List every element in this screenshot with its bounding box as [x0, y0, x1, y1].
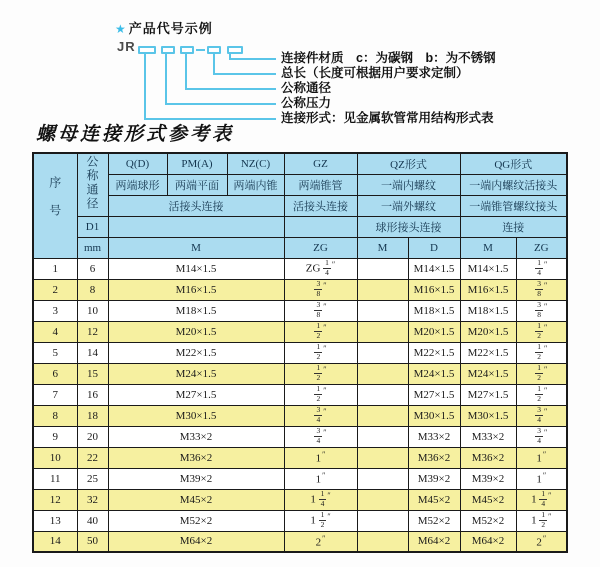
- table-row: [33, 489, 567, 510]
- header-qg-m: M: [460, 237, 516, 258]
- cell-qz_m: [357, 300, 408, 321]
- cell-gz: 2″: [284, 531, 357, 552]
- code-label-connection: 连接形式：见金属软管常用结构形式表: [281, 111, 494, 125]
- cell-gz: ZG $\frac{1}{4}$ ″: [284, 258, 357, 279]
- cell-seq: 13: [33, 510, 77, 531]
- cell-qg_m: M64×2: [460, 531, 516, 552]
- cell-dn: 12: [77, 321, 108, 342]
- cell-dn: 14: [77, 342, 108, 363]
- cell-qz_d: M30×1.5: [408, 405, 460, 426]
- code-box-3: [180, 46, 194, 54]
- cell-qz_m: [357, 447, 408, 468]
- cell-qz_d: M39×2: [408, 468, 460, 489]
- header-qz-ball-joint: 球形接头连接: [357, 216, 460, 237]
- cell-seq: 6: [33, 363, 77, 384]
- table-row: [33, 363, 567, 384]
- cell-m: M64×2: [108, 531, 284, 552]
- table-row: [33, 258, 567, 279]
- cell-dn: 18: [77, 405, 108, 426]
- code-box-4: [207, 46, 221, 54]
- cell-m: M18×1.5: [108, 300, 284, 321]
- header-dn-label: 公称通径: [85, 155, 99, 212]
- cell-qg_m: M16×1.5: [460, 279, 516, 300]
- cell-m: M30×1.5: [108, 405, 284, 426]
- cell-seq: 14: [33, 531, 77, 552]
- cell-qz_d: M64×2: [408, 531, 460, 552]
- page-title: 螺母连接形式参考表: [36, 123, 235, 145]
- table-row: [33, 447, 567, 468]
- code-label-pressure: 公称压力: [281, 96, 332, 110]
- cell-seq: 4: [33, 321, 77, 342]
- cell-qg_zg: $\frac{3}{4}$ ″: [516, 405, 567, 426]
- leader-line: [144, 54, 146, 120]
- table-row: [33, 531, 567, 552]
- cell-qz_m: [357, 510, 408, 531]
- header-nzc-desc: 两端内锥: [227, 174, 284, 195]
- cell-qg_m: M33×2: [460, 426, 516, 447]
- cell-qz_m: [357, 489, 408, 510]
- cell-qz_d: M33×2: [408, 426, 460, 447]
- table-body: [33, 258, 567, 552]
- header-zg-thread: ZG: [284, 237, 357, 258]
- cell-qg_m: M52×2: [460, 510, 516, 531]
- cell-qz_d: M20×1.5: [408, 321, 460, 342]
- cell-qg_zg: $\frac{1}{2}$ ″: [516, 321, 567, 342]
- cell-m: M36×2: [108, 447, 284, 468]
- cell-m: M22×1.5: [108, 342, 284, 363]
- header-qz-external: 一端外螺纹: [357, 195, 460, 216]
- cell-qg_m: M22×1.5: [460, 342, 516, 363]
- cell-m: M20×1.5: [108, 321, 284, 342]
- code-box-2: [161, 46, 175, 54]
- cell-qz_m: [357, 468, 408, 489]
- cell-qz_m: [357, 384, 408, 405]
- cell-qg_m: M27×1.5: [460, 384, 516, 405]
- header-nzc: NZ(C): [227, 153, 284, 174]
- cell-gz: $\frac{3}{4}$ ″: [284, 426, 357, 447]
- cell-qg_m: M14×1.5: [460, 258, 516, 279]
- cell-dn: 6: [77, 258, 108, 279]
- cell-m: M52×2: [108, 510, 284, 531]
- diagram-heading: [115, 18, 213, 37]
- cell-seq: 11: [33, 468, 77, 489]
- cell-m: M33×2: [108, 426, 284, 447]
- cell-qg_zg: $\frac{1}{2}$ ″: [516, 342, 567, 363]
- cell-m: M39×2: [108, 468, 284, 489]
- cell-gz: $\frac{1}{2}$ ″: [284, 384, 357, 405]
- cell-qz_m: [357, 321, 408, 342]
- cell-qg_zg: 1 $\frac{1}{4}$ ″: [516, 489, 567, 510]
- code-dash: [196, 49, 205, 51]
- header-qd: Q(D): [108, 153, 167, 174]
- code-box-1: [138, 46, 156, 54]
- cell-qg_zg: 2″: [516, 531, 567, 552]
- table-row: [33, 510, 567, 531]
- cell-qg_zg: $\frac{3}{8}$ ″: [516, 300, 567, 321]
- cell-qz_d: M27×1.5: [408, 384, 460, 405]
- cell-gz: 1 $\frac{1}{2}$ ″: [284, 510, 357, 531]
- cell-gz: $\frac{3}{4}$ ″: [284, 405, 357, 426]
- cell-qz_d: M16×1.5: [408, 279, 460, 300]
- header-qd-desc: 两端球形: [108, 174, 167, 195]
- header-pma: PM(A): [167, 153, 227, 174]
- cell-m: M16×1.5: [108, 279, 284, 300]
- cell-qz_m: [357, 405, 408, 426]
- header-m-thread: M: [108, 237, 284, 258]
- leader-line: [229, 58, 276, 60]
- cell-seq: 2: [33, 279, 77, 300]
- cell-qg_zg: $\frac{1}{4}$ ″: [516, 258, 567, 279]
- cell-m: M45×2: [108, 489, 284, 510]
- header-empty-2: [284, 216, 357, 237]
- cell-seq: 3: [33, 300, 77, 321]
- cell-dn: 10: [77, 300, 108, 321]
- cell-qg_zg: $\frac{1}{2}$ ″: [516, 384, 567, 405]
- cell-seq: 1: [33, 258, 77, 279]
- cell-dn: 20: [77, 426, 108, 447]
- cell-gz: 1 $\frac{1}{4}$ ″: [284, 489, 357, 510]
- header-qg-zg: ZG: [516, 237, 567, 258]
- header-empty-1: [108, 216, 284, 237]
- cell-dn: 16: [77, 384, 108, 405]
- code-prefix: JR: [117, 39, 136, 54]
- cell-dn: 15: [77, 363, 108, 384]
- cell-qg_zg: $\frac{1}{2}$ ″: [516, 363, 567, 384]
- cell-qz_d: M36×2: [408, 447, 460, 468]
- cell-qg_m: M20×1.5: [460, 321, 516, 342]
- cell-qz_m: [357, 363, 408, 384]
- header-union-connection: 活接头连接: [108, 195, 284, 216]
- cell-gz: $\frac{3}{8}$ ″: [284, 279, 357, 300]
- cell-seq: 5: [33, 342, 77, 363]
- leader-line: [185, 54, 187, 90]
- cell-seq: 10: [33, 447, 77, 468]
- cell-qz_m: [357, 279, 408, 300]
- code-label-diameter: 公称通径: [281, 81, 332, 95]
- header-qg-desc: 一端内螺纹活接头: [460, 174, 567, 195]
- cell-qz_d: M22×1.5: [408, 342, 460, 363]
- cell-m: M14×1.5: [108, 258, 284, 279]
- code-box-5: [227, 46, 243, 54]
- table-row: [33, 468, 567, 489]
- header-unit-mm: mm: [77, 237, 108, 258]
- cell-dn: 40: [77, 510, 108, 531]
- cell-qz_d: M18×1.5: [408, 300, 460, 321]
- leader-line: [165, 54, 167, 105]
- cell-qg_zg: 1″: [516, 468, 567, 489]
- cell-seq: 7: [33, 384, 77, 405]
- cell-seq: 12: [33, 489, 77, 510]
- leader-line: [185, 88, 276, 90]
- cell-seq: 8: [33, 405, 77, 426]
- leader-line: [165, 103, 276, 105]
- header-gz-union: 活接头连接: [284, 195, 357, 216]
- table-row: [33, 279, 567, 300]
- cell-qg_zg: 1 $\frac{1}{2}$ ″: [516, 510, 567, 531]
- header-qz-form: QZ形式: [357, 153, 460, 174]
- cell-qg_zg: $\frac{3}{8}$ ″: [516, 279, 567, 300]
- cell-gz: 1″: [284, 468, 357, 489]
- table-row: [33, 384, 567, 405]
- cell-qz_d: M45×2: [408, 489, 460, 510]
- cell-qz_m: [357, 258, 408, 279]
- table-row: [33, 321, 567, 342]
- cell-gz: $\frac{1}{2}$ ″: [284, 321, 357, 342]
- reference-table: [32, 152, 568, 553]
- header-qg-form: QG形式: [460, 153, 567, 174]
- header-d1: D1: [77, 216, 108, 237]
- cell-qg_m: M39×2: [460, 468, 516, 489]
- cell-qz_m: [357, 531, 408, 552]
- cell-qg_m: M24×1.5: [460, 363, 516, 384]
- cell-qz_d: M14×1.5: [408, 258, 460, 279]
- cell-qg_m: M36×2: [460, 447, 516, 468]
- cell-dn: 25: [77, 468, 108, 489]
- table-row: [33, 405, 567, 426]
- diagram-title: 产品代号示例: [128, 21, 213, 36]
- cell-dn: 8: [77, 279, 108, 300]
- header-qz-m: M: [357, 237, 408, 258]
- cell-gz: 1″: [284, 447, 357, 468]
- table-row: [33, 342, 567, 363]
- cell-gz: $\frac{1}{2}$ ″: [284, 363, 357, 384]
- cell-gz: $\frac{3}{8}$ ″: [284, 300, 357, 321]
- cell-qg_zg: $\frac{3}{4}$ ″: [516, 426, 567, 447]
- cell-m: M27×1.5: [108, 384, 284, 405]
- cell-qz_d: M52×2: [408, 510, 460, 531]
- cell-m: M24×1.5: [108, 363, 284, 384]
- cell-qg_zg: 1″: [516, 447, 567, 468]
- table-row: [33, 426, 567, 447]
- header-qg-connect: 连接: [460, 216, 567, 237]
- cell-seq: 9: [33, 426, 77, 447]
- cell-qg_m: M18×1.5: [460, 300, 516, 321]
- leader-line: [213, 54, 215, 75]
- header-gz: GZ: [284, 153, 357, 174]
- cell-qg_m: M30×1.5: [460, 405, 516, 426]
- code-label-material: 连接件材质 c：为碳钢 b：为不锈钢: [281, 51, 496, 65]
- star-icon: ★: [115, 22, 127, 36]
- table-row: [33, 300, 567, 321]
- header-qz-desc: 一端内螺纹: [357, 174, 460, 195]
- cell-dn: 22: [77, 447, 108, 468]
- header-seq: [33, 153, 77, 258]
- header-qg-taper: 一端锥管螺纹接头: [460, 195, 567, 216]
- header-nominal-diameter: [77, 153, 108, 216]
- header-qz-d: D: [408, 237, 460, 258]
- cell-dn: 50: [77, 531, 108, 552]
- cell-qz_d: M24×1.5: [408, 363, 460, 384]
- leader-line: [213, 73, 276, 75]
- cell-qz_m: [357, 426, 408, 447]
- header-seq-label: 序号: [47, 176, 62, 233]
- cell-qz_m: [357, 342, 408, 363]
- code-label-length: 总长（长度可根据用户要求定制）: [281, 66, 469, 80]
- header-pma-desc: 两端平面: [167, 174, 227, 195]
- cell-qg_m: M45×2: [460, 489, 516, 510]
- cell-dn: 32: [77, 489, 108, 510]
- header-gz-desc: 两端锥管: [284, 174, 357, 195]
- cell-gz: $\frac{1}{2}$ ″: [284, 342, 357, 363]
